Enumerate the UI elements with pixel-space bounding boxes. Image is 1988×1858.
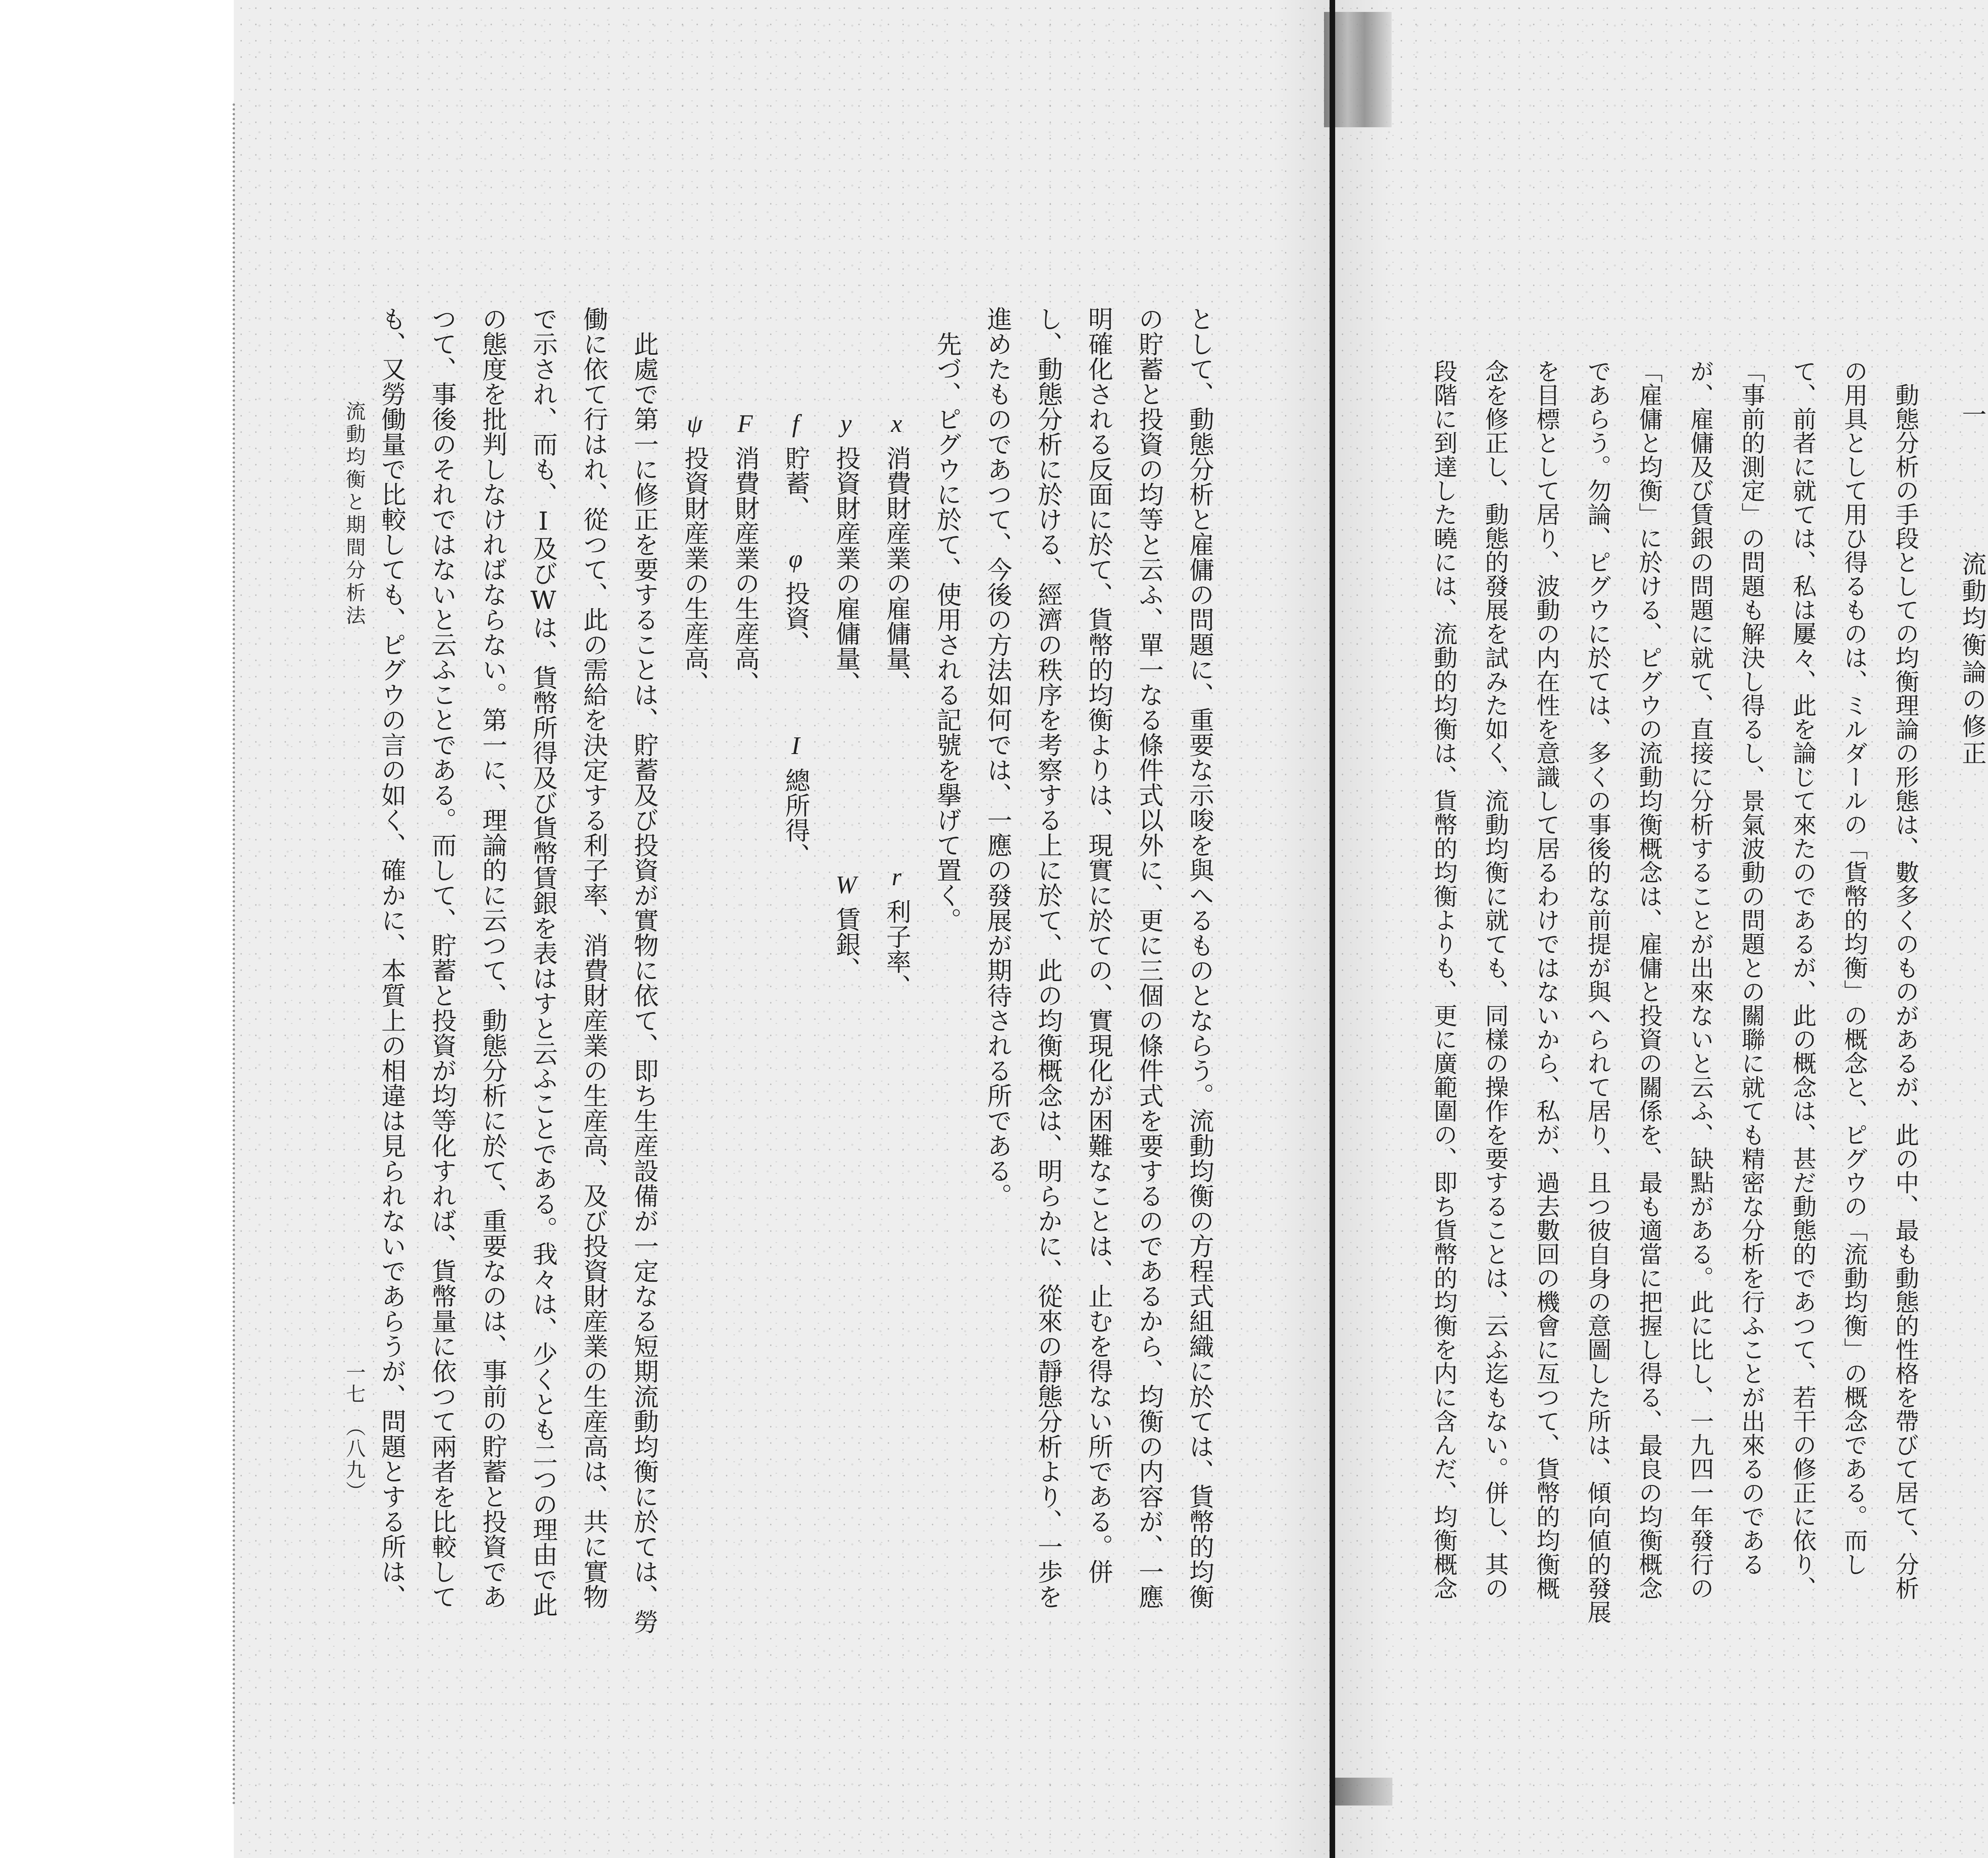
body-column: 此處で第一に修正を要することは、貯蓄及び投資が實物に依て、即ち生産設備が一定なる短期流動均衡に於ては、勞 (630, 331, 659, 1634)
symbol: φ (782, 545, 810, 573)
left-page-edge (233, 103, 235, 1806)
body-column: の用具として用ひ得るものは、ミルダールの「貨幣的均衡」の概念と、ピグウの「流動均衡」の概念である。而し (1840, 359, 1868, 1576)
symbol-definition (884, 410, 909, 696)
symbol-label: 投資財産業の雇傭量、 (832, 445, 861, 696)
symbol: y (832, 410, 860, 437)
body-column: 進めたものであつて、今後の方法如何では、一應の發展が期待される所である。 (983, 306, 1012, 1208)
body-column: 「事前的測定」の問題も解決し得るし、景氣波動の問題との關聯に就ても精密な分析を行ふことが出來るのである (1738, 359, 1765, 1576)
symbol: f (782, 410, 810, 437)
symbol-label: 投資財産業の生産高、 (680, 445, 709, 696)
symbol-definition (884, 863, 909, 999)
body-column: 念を修正し、動態的發展を試みた如く、流動均衡に就ても、同樣の操作を要することは、云ふ迄もない。併し、其の (1481, 359, 1509, 1600)
symbol: r (883, 863, 911, 891)
symbol-definition (783, 545, 808, 656)
symbol-label: 貯蓄、 (781, 445, 810, 521)
symbol-label: 賃銀、 (832, 907, 861, 982)
symbol-definition (783, 410, 808, 521)
symbol: F (731, 410, 759, 437)
running-title: 流動均衡と期間分析法 (343, 401, 366, 628)
body-column: 動態分析の手段としての均衡理論の形態は、數多くのものがあるが、此の中、最も動態的性格を帶びて居て、分析 (1891, 383, 1919, 1600)
symbol-definition (783, 732, 808, 868)
symbol-definition (834, 871, 859, 982)
body-column: の貯蓄と投資の均等と云ふ、單一なる條件式以外に、更に三個の條件式を要するのであるから、均衡の内容が、一應 (1135, 306, 1164, 1609)
page-number: 一七 （八九） (343, 1362, 366, 1502)
symbol-label: 利子率、 (882, 899, 911, 999)
symbol: W (832, 871, 860, 899)
symbol-definition (733, 410, 758, 696)
body-column: で示され、而も、I及びWは、貨幣所得及び貨幣賃銀を表はすと云ふことである。我々は、少くとも二つの理由で此 (529, 306, 558, 1617)
body-column: 段階に到達した曉には、流動的均衡は、貨幣的均衡よりも、更に廣範圍の、即ち貨幣的均衡を内に含んだ、均衡概念 (1430, 359, 1458, 1600)
symbol-label: 消費財産業の雇傭量、 (882, 445, 911, 696)
symbol-label: 投資、 (781, 581, 810, 656)
body-column: が、雇傭及び賃銀の問題に就て、直接に分析することが出來ないと云ふ、缺點がある。此に比し、一九四一年發行の (1686, 359, 1714, 1600)
body-column: の態度を批判しなければならない。第一に、理論的に云つて、動態分析に於て、重要なのは、事前の貯蓄と投資であ (478, 306, 507, 1609)
gutter-shadow (1335, 0, 1392, 1858)
section-heading: 流動均衡論の修正 (1958, 551, 1987, 768)
body-column: 明確化される反面に於て、貨幣的均衡よりは、現實に於ての、實現化が困難なことは、止むを得ない所である。併 (1084, 306, 1113, 1584)
binding-smudge (1333, 1778, 1392, 1806)
body-column: として、動態分析と雇傭の問題に、重要な示唆を與へるものとならう。流動均衡の方程式組織に於ては、貨幣的均衡 (1185, 306, 1214, 1609)
body-column: 働に依て行はれ、從つて、此の需給を決定する利子率、消費財産業の生産高、及び投資財産業の生産高は、共に實物 (579, 306, 608, 1609)
symbol: I (782, 732, 810, 760)
symbol-definition (834, 410, 859, 696)
body-column: を目標として居り、波動の内在性を意識して居るわけではないから、私が、過去數回の機會に亙つて、貨幣的均衡概 (1532, 359, 1560, 1600)
body-column: も、又勞働量で比較しても、ピグウの言の如く、確かに、本質上の相違は見られないであらうが、問題とする所は、 (377, 306, 406, 1609)
symbol-label: 總所得、 (781, 768, 810, 868)
body-column: つて、事後のそれではないと云ふことである。而して、貯蓄と投資が均等化すれば、貨幣量に依つて兩者を比較して (428, 306, 457, 1609)
symbol-definition (682, 410, 707, 696)
section-number: 一 (1958, 402, 1987, 429)
gutter-shadow (1272, 0, 1330, 1858)
body-column: て、前者に就ては、私は屢々、此を論じて來たのであるが、此の概念は、甚だ動態的であつて、若干の修正に依り、 (1789, 359, 1817, 1600)
body-column: し、動態分析に於ける、經濟の秩序を考察する上に於て、此の均衡概念は、明らかに、從來の靜態分析より、一歩を (1034, 306, 1063, 1609)
body-column-intro: 先づ、ピグウに於て、使用される記號を擧げて置く。 (933, 331, 962, 933)
symbol: ψ (681, 410, 709, 437)
symbol: x (883, 410, 911, 437)
gutter-line (1330, 0, 1335, 1858)
body-column: 「雇傭と均衡」に於ける、ピグウの流動均衡概念は、雇傭と投資の關係を、最も適當に把握し得る、最良の均衡概念 (1635, 359, 1663, 1600)
body-column: であらう。勿論、ピグウに於ては、多くの事後的な前提が與へられて居り、且つ彼自身の意圖した所は、傾向値的發展 (1584, 359, 1611, 1624)
symbol-label: 消費財産業の生産高、 (731, 445, 760, 696)
